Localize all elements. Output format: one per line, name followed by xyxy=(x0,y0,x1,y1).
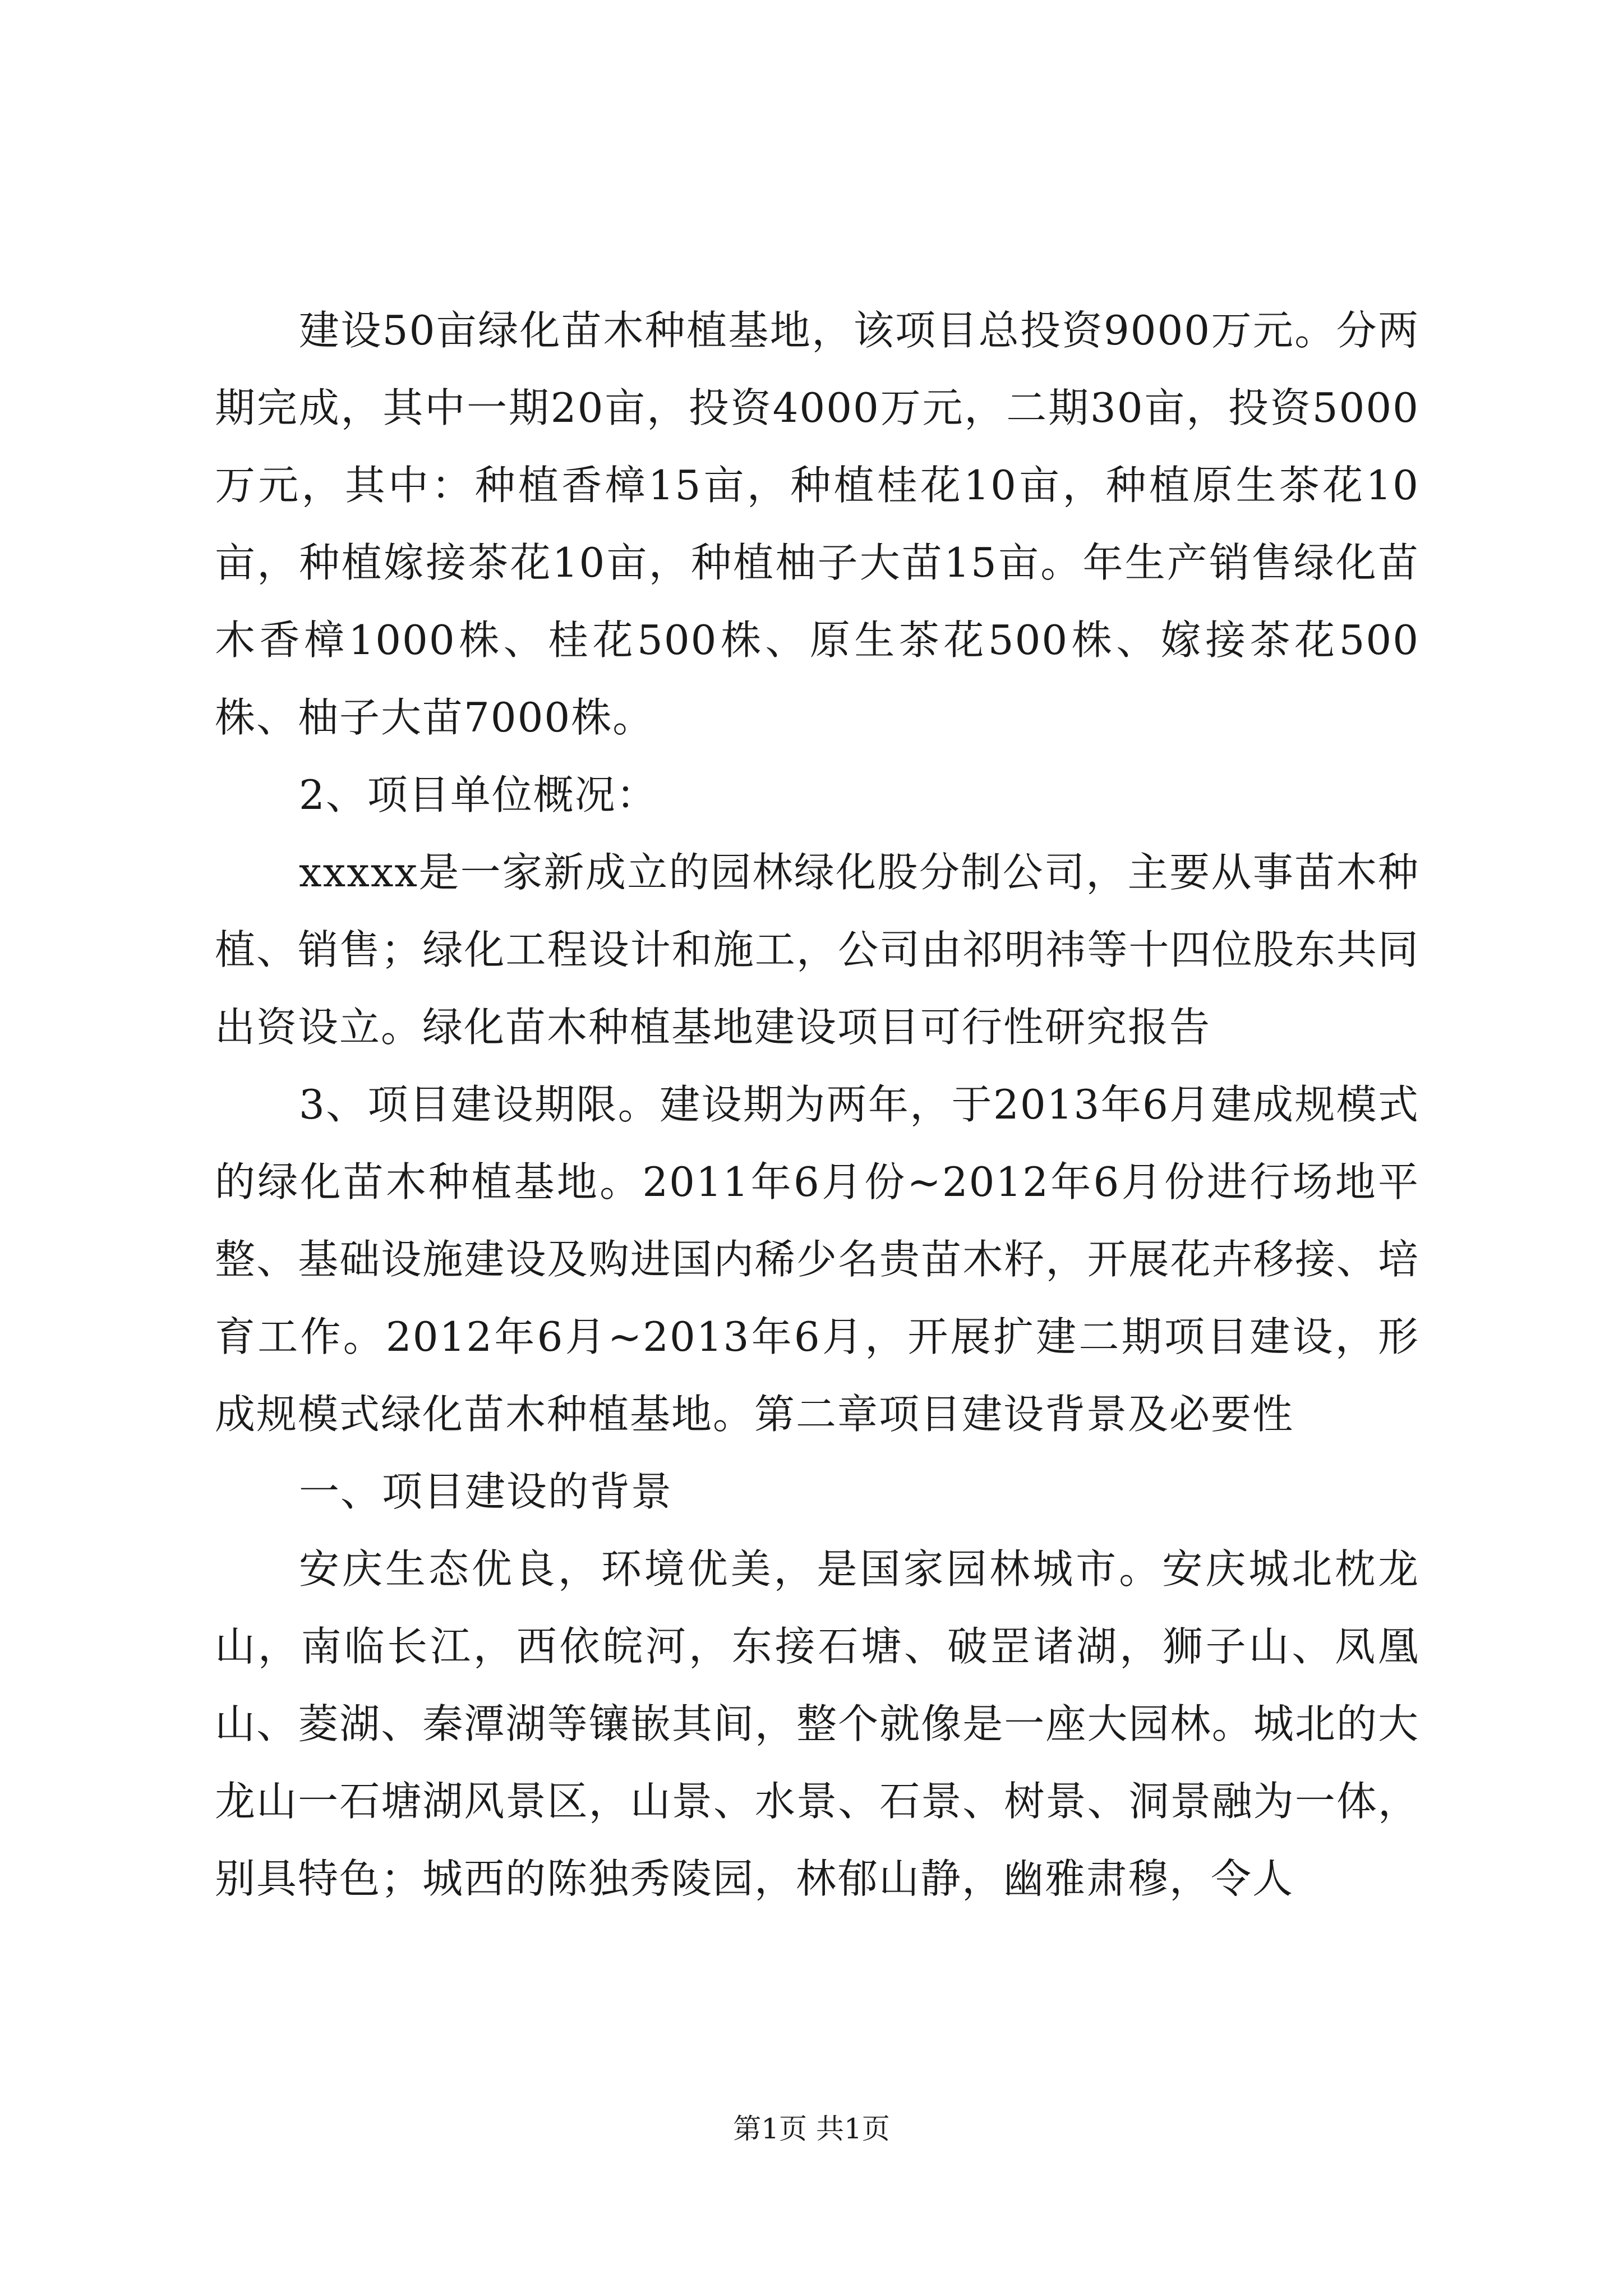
paragraph-company-overview: xxxxx是一家新成立的园林绿化股分制公司，主要从事苗木种植、销售；绿化工程设计和施工，公司由祁明祎等十四位股东共同出资设立。绿化苗木种植基地建设项目可行性研究报告 xyxy=(215,849,1419,1051)
heading-project-background: 一、项目建设的背景 xyxy=(299,1468,673,1515)
paragraph-project-scale: 建设50亩绿化苗木种植基地，该项目总投资9000万元。分两期完成，其中一期20亩，投资4000万元，二期30亩，投资5000万元，其中：种植香樟15亩，种植桂花10亩，种植原生茶花10亩，种植嫁接茶花10亩，种植柚子大苗15亩。年生产销售绿化苗木香樟1000株、桂花500株、原生茶花500株、嫁接茶花500株、柚子大苗7000株。 xyxy=(215,307,1419,741)
heading-company-overview: 2、项目单位概况： xyxy=(299,771,658,818)
document-body xyxy=(215,292,1419,1917)
paragraph-construction-period: 3、项目建设期限。建设期为两年，于2013年6月建成规模式的绿化苗木种植基地。2011年6月份~2012年6月份进行场地平整、基础设施建设及购进国内稀少名贵苗木籽，开展花卉移接、培育工作。2012年6月~2013年6月，开展扩建二期项目建设，形成规模式绿化苗木种植基地。第二章项目建设背景及必要性 xyxy=(215,1081,1419,1438)
paragraph-anqing-environment: 安庆生态优良，环境优美，是国家园林城市。安庆城北枕龙山，南临长江，西依皖河，东接石塘、破罡诸湖，狮子山、凤凰山、菱湖、秦潭湖等镶嵌其间，整个就像是一座大园林。城北的大龙山一石塘湖风景区，山景、水景、石景、树景、洞景融为一体，别具特色；城西的陈独秀陵园，林郁山静，幽雅肃穆，令人 xyxy=(215,1545,1419,1902)
page-number-footer: 第1页 共1页 xyxy=(733,2113,890,2145)
